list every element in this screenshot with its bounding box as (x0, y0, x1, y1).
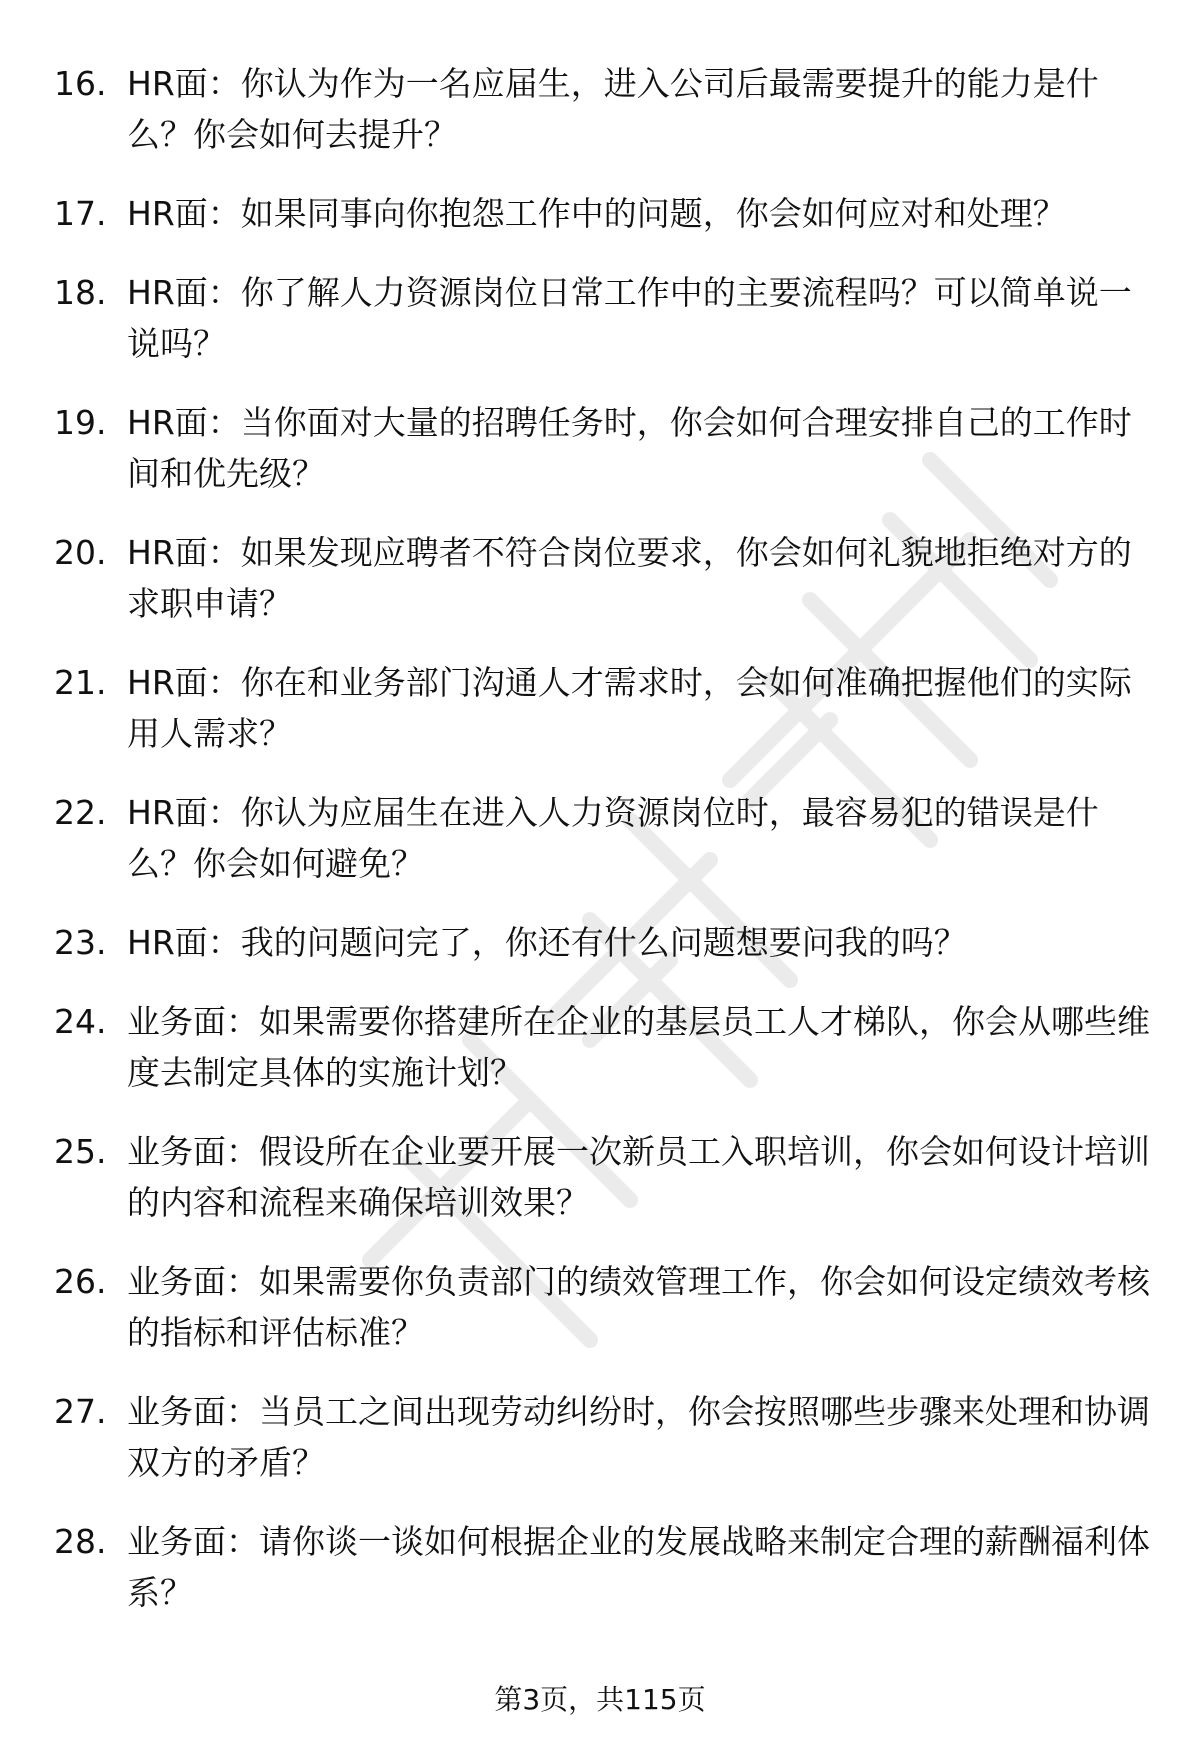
question-text: HR面：如果同事向你抱怨工作中的问题，你会如何应对和处理？ (127, 194, 1066, 233)
question-number: 21. (54, 663, 107, 702)
question-number: 25. (54, 1132, 107, 1171)
question-number: 27. (54, 1392, 107, 1431)
question-text: HR面：我的问题问完了，你还有什么问题想要问我的吗？ (127, 923, 967, 962)
question-text: 业务面：当员工之间出现劳动纠纷时，你会按照哪些步骤来处理和协调双方的矛盾？ (127, 1392, 1150, 1482)
list-item (0, 527, 1200, 629)
question-number: 24. (54, 1002, 107, 1041)
question-text: HR面：你了解人力资源岗位日常工作中的主要流程吗？可以简单说一说吗？ (127, 273, 1132, 363)
question-text: 业务面：请你谈一谈如何根据企业的发展战略来制定合理的薪酬福利体系？ (127, 1522, 1150, 1612)
question-text: HR面：你认为作为一名应届生，进入公司后最需要提升的能力是什么？你会如何去提升？ (127, 64, 1099, 154)
list-item (0, 996, 1200, 1098)
question-text: HR面：你认为应届生在进入人力资源岗位时，最容易犯的错误是什么？你会如何避免？ (127, 793, 1099, 883)
list-item (0, 397, 1200, 499)
question-number: 28. (54, 1522, 107, 1561)
question-text: 业务面：如果需要你负责部门的绩效管理工作，你会如何设定绩效考核的指标和评估标准？ (127, 1262, 1150, 1352)
question-number: 22. (54, 793, 107, 832)
list-item (0, 1386, 1200, 1488)
list-item (0, 1516, 1200, 1618)
question-number: 19. (54, 403, 107, 442)
question-number: 20. (54, 533, 107, 572)
list-item (0, 1256, 1200, 1358)
question-text: 业务面：如果需要你搭建所在企业的基层员工人才梯队，你会从哪些维度去制定具体的实施计划？ (127, 1002, 1150, 1092)
question-number: 18. (54, 273, 107, 312)
question-list (0, 58, 1200, 1646)
question-text: HR面：如果发现应聘者不符合岗位要求，你会如何礼貌地拒绝对方的求职申请？ (127, 533, 1132, 623)
page-footer: 第3页，共115页 (494, 1683, 706, 1716)
list-item (0, 917, 1200, 968)
list-item (0, 657, 1200, 759)
question-text: 业务面：假设所在企业要开展一次新员工入职培训，你会如何设计培训的内容和流程来确保培训效果？ (127, 1132, 1150, 1222)
question-text: HR面：你在和业务部门沟通人才需求时，会如何准确把握他们的实际用人需求？ (127, 663, 1132, 753)
list-item (0, 1126, 1200, 1228)
list-item (0, 188, 1200, 239)
question-number: 17. (54, 194, 107, 233)
list-item (0, 787, 1200, 889)
question-number: 23. (54, 923, 107, 962)
question-number: 16. (54, 64, 107, 103)
list-item (0, 267, 1200, 369)
question-number: 26. (54, 1262, 107, 1301)
question-text: HR面：当你面对大量的招聘任务时，你会如何合理安排自己的工作时间和优先级？ (127, 403, 1132, 493)
list-item (0, 58, 1200, 160)
